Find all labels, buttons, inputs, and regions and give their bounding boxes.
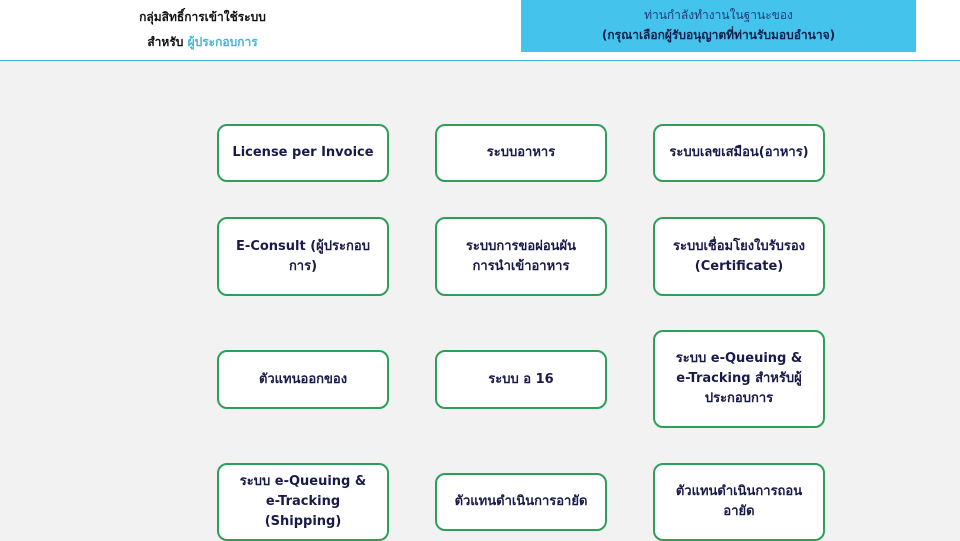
menu-item-label: ระบบ อ 16	[488, 371, 554, 387]
menu-item-label: ระบบ e-Queuing & e-Tracking สำหรับผู้ประกอบการ	[675, 351, 803, 406]
acting-role-label: ท่านกำลังทำงานในฐานะของ	[644, 8, 793, 22]
permission-group-prefix: สำหรับ	[147, 35, 184, 49]
menu-seizure-agent-button[interactable]	[435, 473, 607, 531]
menu-customs-agent-button[interactable]	[217, 350, 389, 409]
menu-e-queuing-shipping-button[interactable]	[217, 463, 389, 541]
menu-item-label: ตัวแทนออกของ	[258, 371, 348, 387]
menu-e-consult-button[interactable]	[217, 217, 389, 296]
menu-item-label: ระบบเชื่อมโยงใบรับรอง (Certificate)	[672, 238, 806, 274]
menu-virtual-number-button[interactable]	[653, 124, 825, 182]
menu-e-queuing-operator-button[interactable]	[653, 330, 825, 428]
menu-item-label: License per Invoice	[232, 145, 374, 160]
menu-item-label: ระบบการขอผ่อนผันการนำเข้าอาหาร	[465, 238, 577, 274]
menu-food-system-button[interactable]	[435, 124, 607, 182]
menu-license-per-invoice-button[interactable]	[217, 124, 389, 182]
menu-item-label: E-Consult (ผู้ประกอบการ)	[236, 238, 370, 274]
acting-role-prompt: (กรุณาเลือกผู้รับอนุญาตที่ท่านรับมอบอำนาจ)	[601, 28, 836, 42]
menu-release-seizure-agent-button[interactable]	[653, 463, 825, 541]
menu-item-label: ระบบอาหาร	[486, 145, 556, 160]
permission-group-label: กลุ่มสิทธิ์การเข้าใช้ระบบ	[139, 10, 266, 24]
permission-group-role: ผู้ประกอบการ	[187, 35, 258, 49]
menu-item-label: ระบบเลขเสมือน(อาหาร)	[669, 145, 809, 160]
menu-certificate-link-button[interactable]	[653, 217, 825, 296]
menu-item-label: ตัวแทนดำเนินการถอนอายัด	[675, 484, 803, 519]
menu-item-label: ตัวแทนดำเนินการอายัด	[454, 494, 588, 509]
menu-import-relief-button[interactable]	[435, 217, 607, 296]
menu-form-16-button[interactable]	[435, 350, 607, 409]
menu-item-label: ระบบ e-Queuing & e-Tracking (Shipping)	[239, 474, 367, 529]
